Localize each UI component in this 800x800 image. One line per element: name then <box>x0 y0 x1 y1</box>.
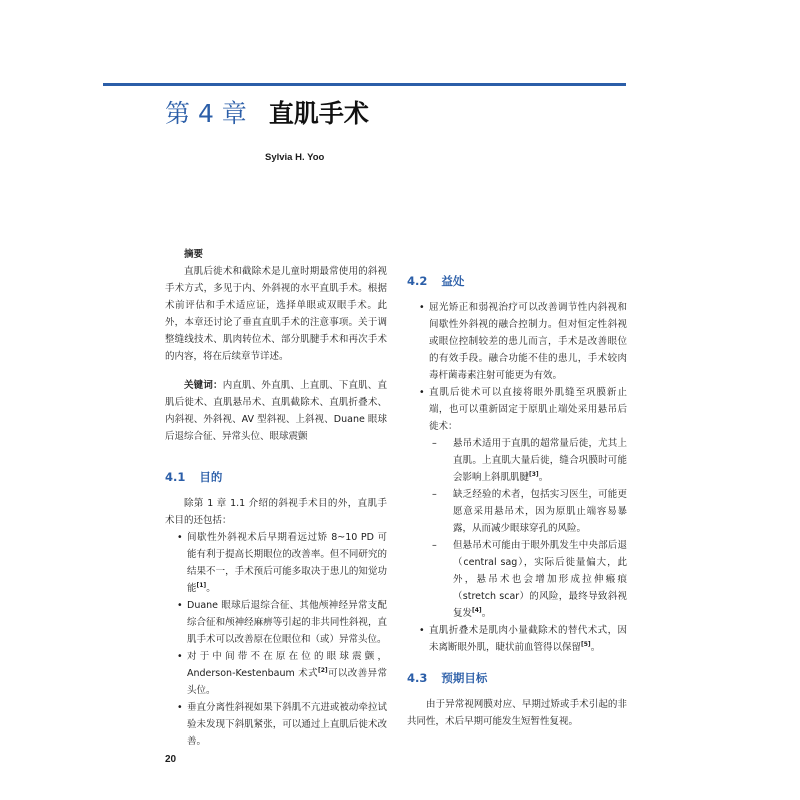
abstract-title: 摘要 <box>184 249 204 260</box>
list-item: • 直肌后徙术可以直接将眼外肌缝至巩膜新止端，也可以重新固定于原肌止端处采用悬吊后徙术： – 悬吊术适用于直肌的超常量后徙，尤其上直肌。上直肌大量后徙，缝合巩膜时可能会影响上斜肌肌腱[3]。 – 缺乏经验的术者，包括实习医生，可能更愿意采用悬吊术，因为原肌止端容易暴露，从而减少眼球穿孔的风险。 – 但悬吊术可能由于眼外肌发生中央部后退（central sag），实际后徙量偏大，此外，悬吊术也会增加形成拉伸瘢痕（stretch scar）的风险，最终导致斜视复发[4]。 <box>407 384 627 622</box>
keywords <box>165 377 387 445</box>
sub-list <box>427 435 627 622</box>
chapter-title: 直肌手术 <box>268 99 369 128</box>
section-4-3-text: 由于异常视网膜对应、早期过矫或手术引起的非共同性，术后早期可能发生短暂性复视。 <box>407 699 627 727</box>
list-item: • 直肌折叠术是肌肉小量截除术的替代术式，因未离断眼外肌，睫状前血管得以保留[5]。 <box>407 622 627 656</box>
sub-list-item: – 悬吊术适用于直肌的超常量后徙，尤其上直肌。上直肌大量后徙，缝合巩膜时可能会影响上斜肌肌腱[3]。 <box>427 435 627 486</box>
section-heading-4-3: 4.3 预期目标 <box>407 671 488 685</box>
chapter-heading <box>165 96 369 132</box>
section-heading-4-1: 4.1 目的 <box>165 470 223 484</box>
left-column <box>165 246 387 750</box>
keywords-text: 内直肌、外直肌、上直肌、下直肌、直肌后徙术、直肌悬吊术、直肌截除术、直肌折叠术、内斜视、外斜视、AV 型斜视、上斜视、Duane 眼球后退综合征、异常头位、眼球震颤 <box>165 380 387 442</box>
sub-list-item: – 但悬吊术可能由于眼外肌发生中央部后退（central sag），实际后徙量偏大，此外，悬吊术也会增加形成拉伸瘢痕（stretch scar）的风险，最终导致斜视复发[4]。 <box>427 537 627 622</box>
list-item: • 间歇性外斜视术后早期看远过矫 8~10 PD 可能有利于提高长期眼位的改善率。但不同研究的结果不一，手术预后可能多取决于患儿的知觉功能[1]。 <box>165 529 387 597</box>
list-item: • Duane 眼球后退综合征、其他颅神经异常支配综合征和颅神经麻痹等引起的非共同性斜视，直肌手术可以改善原在位眼位和（或）异常头位。 <box>165 597 387 648</box>
section-4-2-list <box>407 299 627 656</box>
section-heading-4-2: 4.2 益处 <box>407 274 465 288</box>
section-4-1-list <box>165 529 387 750</box>
sub-list-item: – 缺乏经验的术者，包括实习医生，可能更愿意采用悬吊术，因为原肌止端容易暴露，从而减少眼球穿孔的风险。 <box>427 486 627 537</box>
right-column <box>407 246 627 730</box>
chapter-top-rule <box>103 83 626 86</box>
keywords-label: 关键词： <box>184 380 223 391</box>
chapter-number: 第 4 章 <box>165 99 247 128</box>
section-4-1-intro: 除第 1 章 1.1 介绍的斜视手术目的外，直肌手术目的还包括： <box>165 498 387 526</box>
list-item: • 屈光矫正和弱视治疗可以改善调节性内斜视和间歇性外斜视的融合控制力。但对恒定性斜视或眼位控制较差的患儿而言，手术是改善眼位的有效手段。融合功能不佳的患儿，手术较肉毒杆菌毒素注射可能更为有效。 <box>407 299 627 384</box>
author-name: Sylvia H. Yoo <box>265 152 325 163</box>
list-item: • 垂直分离性斜视如果下斜肌不亢进或被动牵拉试验未发现下斜肌紧张，可以通过上直肌后徙术改善。 <box>165 699 387 750</box>
list-item: • 对于中间带不在原在位的眼球震颤，Anderson-Kestenbaum 术式[2]可以改善异常头位。 <box>165 648 387 699</box>
page-number: 20 <box>165 754 177 765</box>
abstract-text: 直肌后徙术和截除术是儿童时期最常使用的斜视手术方式，多见于内、外斜视的水平直肌手术。根据术前评估和手术适应证，选择单眼或双眼手术。此外，本章还讨论了垂直直肌手术的注意事项。关于调整缝线技术、肌肉转位术、部分肌腱手术和再次手术的内容，将在后续章节详述。 <box>165 266 387 362</box>
